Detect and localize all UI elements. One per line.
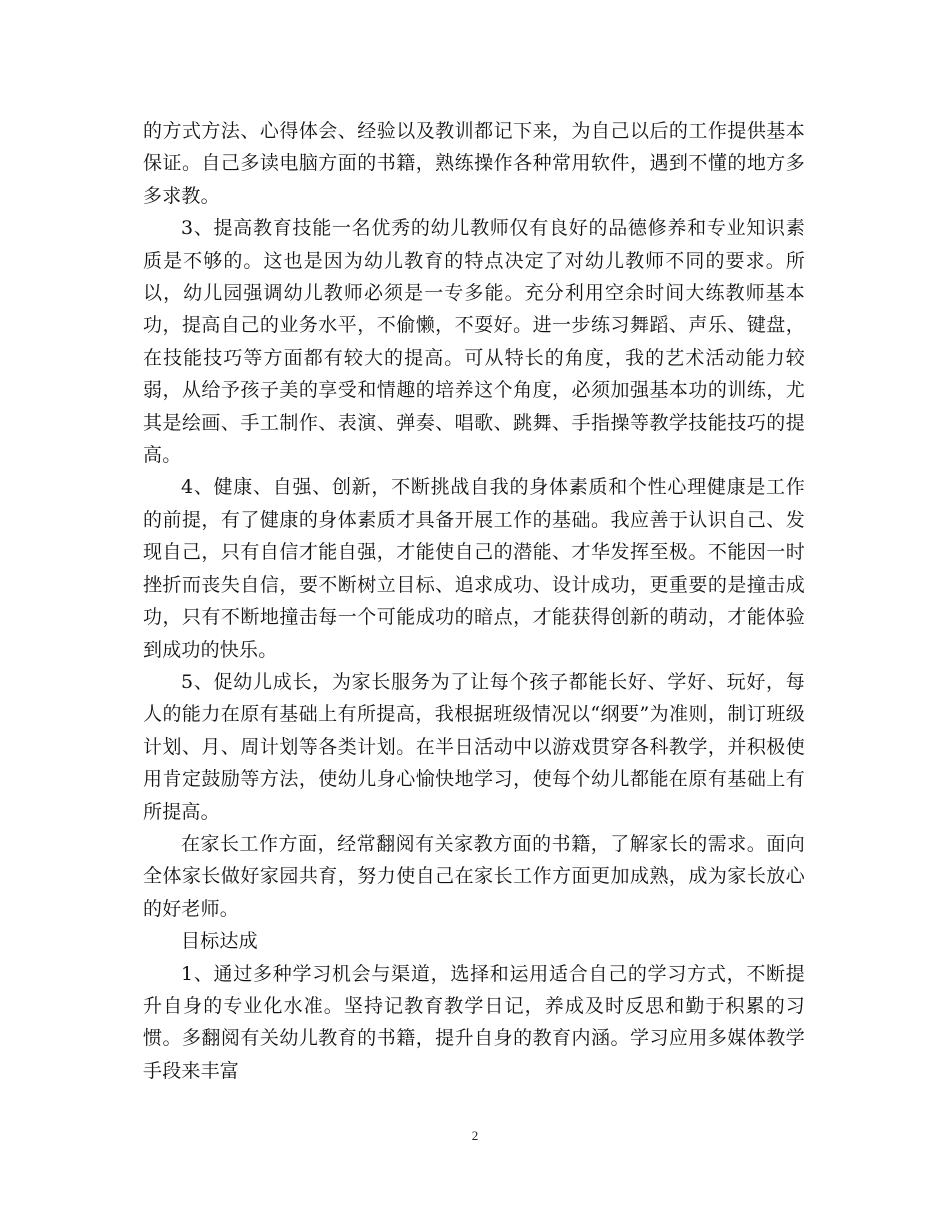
paragraph-item-3: 3、提高教育技能一名优秀的幼儿教师仅有良好的品德修养和专业知识素质是不够的。这也是因为幼儿教育的特点决定了对幼儿教师不同的要求。所以，幼儿园强调幼儿教师必须是一专多能。充分利用空余时间大练教师基本功，提高自己的业务水平，不偷懒，不耍好。进一步练习舞蹈、声乐、键盘，在技能技巧等方面都有较大的提高。可从特长的角度，我的艺术活动能力较弱，从给予孩子美的享受和情趣的培养这个角度，必须加强基本功的训练，尤其是绘画、手工制作、表演、弹奏、唱歌、跳舞、手指操等教学技能技巧的提高。 bbox=[143, 217, 805, 467]
paragraph-goal-1: 1、通过多种学习机会与渠道，选择和运用适合自己的学习方式，不断提升自身的专业化水准。坚持记教育教学日记，养成及时反思和勤于积累的习惯。多翻阅有关幼儿教育的书籍，提升自身的教育内涵。学习应用多媒体教学手段来丰富 bbox=[143, 962, 805, 1082]
page-number: 2 bbox=[471, 1128, 479, 1143]
paragraph-parent-work: 在家长工作方面，经常翻阅有关家教方面的书籍，了解家长的需求。面向全体家长做好家园共育，努力使自己在家长工作方面更加成熟，成为家长放心的好老师。 bbox=[143, 832, 805, 920]
paragraph-item-4: 4、健康、自强、创新，不断挑战自我的身体素质和个性心理健康是工作的前提，有了健康的身体素质才具备开展工作的基础。我应善于认识自己、发现自己，只有自信才能自强，才能使自己的潜能、才华发挥至极。不能因一时挫折而丧失自信，要不断树立目标、追求成功、设计成功，更重要的是撞击成功，只有不断地撞击每一个可能成功的暗点，才能获得创新的萌动，才能体验到成功的快乐。 bbox=[143, 476, 805, 661]
paragraph-item-5: 5、促幼儿成长，为家长服务为了让每个孩子都能长好、学好、玩好，每人的能力在原有基础上有所提高，我根据班级情况以“纲要”为准则，制订班级计划、月、周计划等各类计划。在半日活动中以游戏贯穿各科教学，并积极使用肯定鼓励等方法，使幼儿身心愉快地学习，使每个幼儿都能在原有基础上有所提高。 bbox=[143, 670, 805, 823]
document-body bbox=[143, 115, 805, 1087]
section-heading-goals: 目标达成 bbox=[181, 930, 258, 953]
paragraph-continuation: 的方式方法、心得体会、经验以及教训都记下来，为自己以后的工作提供基本保证。自己多读电脑方面的书籍，熟练操作各种常用软件，遇到不懂的地方多多求教。 bbox=[143, 120, 805, 207]
